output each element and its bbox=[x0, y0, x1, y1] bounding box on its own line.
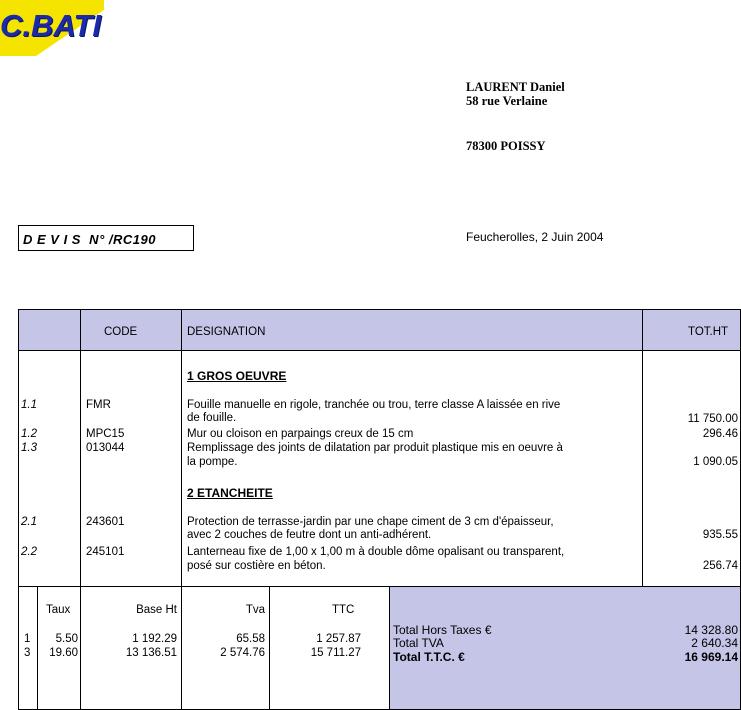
row-number: 1.3 bbox=[21, 442, 37, 454]
total-tva-value: 2 640.34 bbox=[691, 636, 738, 650]
row-total: 11 750.00 bbox=[687, 413, 738, 425]
row-desc-line1: Mur ou cloison en parpaings creux de 15 cm bbox=[187, 428, 414, 440]
row-desc-line1: Protection de terrasse-jardin par une chape ciment de 3 cm d'épaisseur, bbox=[187, 516, 554, 528]
total-ht-value: 14 328.80 bbox=[684, 623, 738, 637]
devis-number: D E V I S N° /RC190 bbox=[23, 232, 156, 247]
vat-amount: 2 574.76 bbox=[220, 647, 265, 659]
total-ttc-label: Total T.T.C. € bbox=[393, 650, 465, 664]
row-code: 245101 bbox=[86, 546, 125, 558]
vat-row-index: 1 bbox=[24, 633, 31, 645]
client-street: 58 rue Verlaine bbox=[466, 94, 548, 108]
row-desc-line2: avec 2 couches de feutre dont un anti-adhérent. bbox=[187, 529, 432, 541]
row-desc-line2: de fouille. bbox=[187, 412, 237, 424]
row-code: 013044 bbox=[86, 442, 125, 454]
section-title: 1 GROS OEUVRE bbox=[187, 369, 287, 383]
vat-header-base: Base Ht bbox=[136, 604, 177, 616]
row-number: 2.2 bbox=[21, 546, 37, 558]
vat-ttc: 1 257.87 bbox=[316, 633, 361, 645]
row-total: 1 090.05 bbox=[693, 456, 738, 468]
date-line: Feucherolles, 2 Juin 2004 bbox=[466, 230, 604, 244]
vat-header-tva: Tva bbox=[245, 604, 265, 616]
row-desc-line2: posé sur costière en béton. bbox=[187, 560, 326, 572]
row-total: 256.74 bbox=[702, 560, 738, 572]
vat-rate: 19.60 bbox=[49, 647, 78, 659]
vat-base: 1 192.29 bbox=[132, 633, 177, 645]
row-desc-line2: la pompe. bbox=[187, 456, 238, 468]
client-city: 78300 POISSY bbox=[466, 139, 546, 153]
vat-amount: 65.58 bbox=[236, 633, 265, 645]
vat-header-ttc: TTC bbox=[332, 604, 355, 616]
row-desc-line1: Remplissage des joints de dilatation par produit plastique mis en oeuvre à bbox=[187, 442, 563, 454]
row-desc-line1: Lanterneau fixe de 1,00 x 1,00 m à double dôme opalisant ou transparent, bbox=[187, 546, 565, 558]
total-tva-label: Total TVA bbox=[393, 636, 444, 650]
row-total: 296.46 bbox=[702, 428, 738, 440]
row-number: 1.1 bbox=[21, 399, 37, 411]
row-total: 935.55 bbox=[702, 529, 738, 541]
section-title: 2 ETANCHEITE bbox=[187, 486, 273, 500]
row-number: 1.2 bbox=[21, 428, 37, 440]
vat-header-taux: Taux bbox=[46, 604, 71, 616]
client-name: LAURENT Daniel bbox=[466, 80, 565, 94]
header-total: TOT.HT bbox=[688, 326, 729, 338]
vat-row-index: 3 bbox=[24, 647, 31, 659]
row-number: 2.1 bbox=[21, 516, 37, 528]
devis-number-box bbox=[18, 225, 194, 251]
total-ht-label: Total Hors Taxes € bbox=[393, 623, 492, 637]
row-code: 243601 bbox=[86, 516, 125, 528]
row-desc-line1: Fouille manuelle en rigole, tranchée ou trou, terre classe A laissée en rive bbox=[187, 399, 561, 411]
vat-ttc: 15 711.27 bbox=[310, 647, 361, 659]
vat-base: 13 136.51 bbox=[125, 647, 177, 659]
header-code: CODE bbox=[104, 326, 138, 338]
vat-rate: 5.50 bbox=[55, 633, 78, 645]
company-logo bbox=[0, 0, 104, 56]
row-code: FMR bbox=[86, 399, 111, 411]
logo-text: C.BATI bbox=[0, 8, 102, 43]
row-code: MPC15 bbox=[86, 428, 125, 440]
header-designation: DESIGNATION bbox=[187, 326, 266, 338]
total-ttc-value: 16 969.14 bbox=[684, 650, 738, 664]
